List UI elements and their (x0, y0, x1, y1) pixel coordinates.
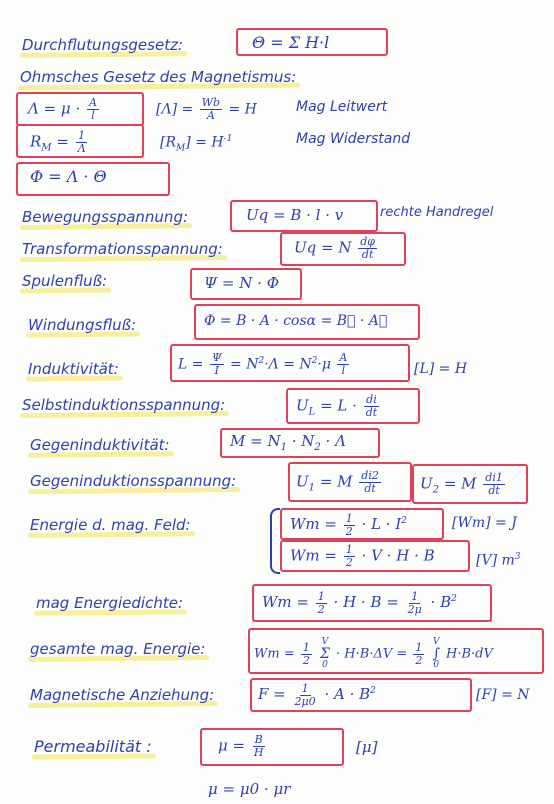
heading-energie-mag-feld: Energie d. mag. Feld: (30, 516, 191, 534)
heading-energiedichte: mag Energiedichte: (36, 594, 183, 612)
heading-induktivitaet: Induktivität: (28, 360, 119, 378)
formula-permeabilitaet: μ = $\frac{B}{H}$ (218, 733, 264, 759)
unit-energie-1: [Wm] = J (452, 515, 517, 531)
heading-gegeninduktionsspannung: Gegeninduktionsspannung: (30, 472, 236, 490)
formula-energie-1: Wm = $\frac{1}{2}$ · $L \cdot I^2$ (290, 511, 408, 538)
heading-ohmsches-gesetz: Ohmsches Gesetz des Magnetismus: (20, 68, 296, 86)
unit-widerstand: $[R_M] = H^{-1}$ (160, 134, 233, 154)
unit-anziehung: [F] = N (476, 687, 530, 703)
formula-transformation: Uq = N $\frac{d\varphi}{dt}$ (294, 235, 376, 261)
formula-fluss: Φ = Λ · Θ (30, 167, 107, 186)
formula-gegeninduktion-1: $U_1 = M$ $\frac{di2}{dt}$ (296, 469, 379, 495)
heading-windungsfluss: Windungsfluß: (28, 316, 136, 334)
heading-gesamte-energie: gesamte mag. Energie: (30, 640, 205, 658)
formula-gegeninduktivitaet: $M = N_1 \cdot N_2 \cdot \Lambda$ (230, 432, 346, 453)
heading-durchflutungsgesetz: Durchflutungsgesetz: (22, 36, 183, 54)
unit-leitwert: [Λ] = $\frac{Wb}{A}$ = H (156, 96, 257, 122)
note-rechte-handregel: rechte Handregel (380, 205, 494, 220)
label-mag-leitwert: Mag Leitwert (296, 99, 388, 115)
formula-spulenfluss: Ψ = N · Φ (204, 274, 279, 292)
formula-durchflutung: Θ = Σ H·l (252, 33, 330, 52)
heading-permeabilitaet: Permeabilität : (34, 738, 152, 756)
heading-spulenfluss: Spulenfluß: (22, 272, 107, 290)
unit-permeabilitaet: [μ] (356, 738, 378, 756)
heading-bewegungsspannung: Bewegungsspannung: (22, 208, 188, 226)
heading-gegeninduktivitaet: Gegeninduktivität: (30, 436, 170, 454)
unit-energie-2: [V] $m^3$ (476, 552, 521, 569)
formula-gesamt: Wm = $\frac{1}{2}$ V Σ 0 · H·B·ΔV = $\frac{1}{2}$ V ∫ 0 H·B·dV (254, 637, 493, 670)
formula-energiedichte: Wm = $\frac{1}{2}$ · H · B = $\frac{1}{2\mu}$ · $B^2$ (262, 589, 457, 616)
formula-induktivitaet: L = $\frac{\Psi}{I}$ = $N^2\cdot\Lambda = N^2\cdot\mu$ $\frac{A}{l}$ (178, 351, 348, 378)
heading-transformationsspannung: Transformationsspannung: (22, 240, 223, 258)
heading-magnetische-anziehung: Magnetische Anziehung: (30, 686, 214, 704)
formula-bewegung: Uq = B · l · v (246, 206, 344, 224)
formula-gegeninduktion-2: $U_2 = M$ $\frac{di1}{dt}$ (420, 471, 503, 497)
formula-energie-2: Wm = $\frac{1}{2}$ · V · H · B (290, 543, 435, 569)
brace-energie (270, 508, 280, 574)
formula-mu-relation: μ = μ0 · μr (208, 780, 291, 798)
formula-leitwert: Λ = μ · $\frac{A}{l}$ (28, 96, 97, 122)
formula-windungsfluss: Φ = B · A · cosα = B⃗ · A⃗ (204, 313, 388, 329)
heading-selbstinduktionsspannung: Selbstinduktionsspannung: (22, 396, 225, 414)
unit-induktivitaet: [L] = H (414, 361, 468, 377)
formula-anziehung: F = $\frac{1}{2\mu 0}$ · $A \cdot B^2$ (258, 681, 376, 708)
formula-widerstand: $R_M$ = $\frac{1}{\Lambda}$ (30, 129, 86, 155)
formula-selbstinduktion: $U_L = L$ · $\frac{di}{dt}$ (296, 393, 378, 419)
label-mag-widerstand: Mag Widerstand (296, 131, 411, 147)
